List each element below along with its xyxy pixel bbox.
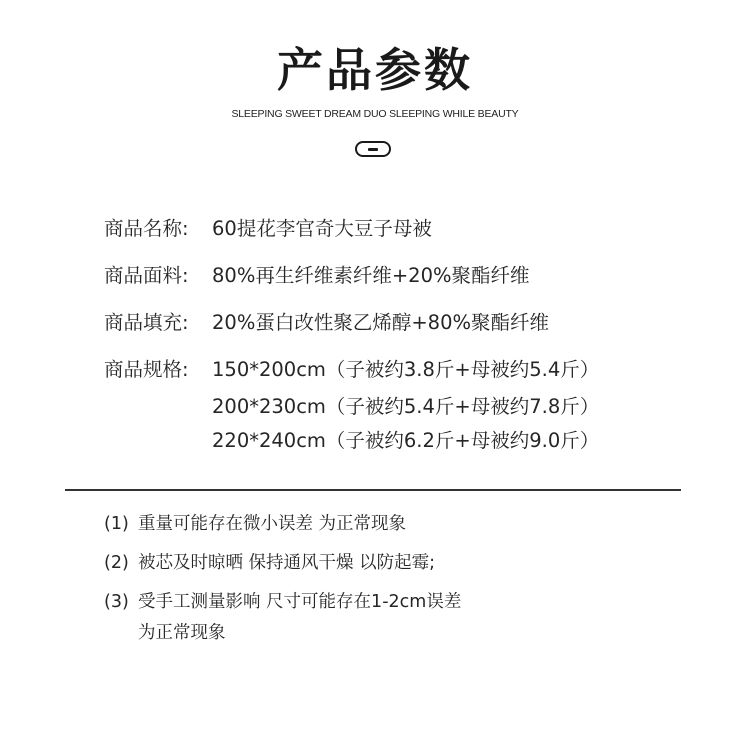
note-number: (2) xyxy=(104,553,129,573)
spec-label: 商品面料: xyxy=(104,264,189,287)
spec-row-filling xyxy=(104,309,549,337)
spec-value: 60提花李官奇大豆子母被 xyxy=(212,217,432,240)
note-text: 重量可能存在微小误差 为正常现象 xyxy=(138,514,407,534)
spec-row-fabric xyxy=(104,262,530,290)
note-item-3 xyxy=(104,589,461,615)
note-number: (1) xyxy=(104,514,129,534)
spec-value: 80%再生纤维素纤维+20%聚酯纤维 xyxy=(212,264,530,287)
spec-size-line-3: 220*240cm（子被约6.2斤+母被约9.0斤） xyxy=(212,429,600,452)
note-text: 受手工测量影响 尺寸可能存在1-2cm误差 xyxy=(138,592,462,612)
note-text: 被芯及时晾晒 保持通风干燥 以防起霉; xyxy=(138,553,436,573)
spec-row-size xyxy=(104,356,599,384)
spec-label: 商品规格: xyxy=(104,358,189,381)
note-item-1 xyxy=(104,511,406,537)
page-subtitle: SLEEPING SWEET DREAM DUO SLEEPING WHILE BEAUTY xyxy=(231,108,519,120)
spec-size-line-2: 200*230cm（子被约5.4斤+母被约7.8斤） xyxy=(212,395,600,418)
spec-value: 20%蛋白改性聚乙烯醇+80%聚酯纤维 xyxy=(212,311,550,334)
spec-label: 商品名称: xyxy=(104,217,189,240)
spec-row-name xyxy=(104,215,432,243)
page-title: 产品参数 xyxy=(277,43,473,97)
note-item-2 xyxy=(104,550,435,576)
pill-icon xyxy=(355,141,391,157)
note-item-3-continuation: 为正常现象 xyxy=(138,623,226,643)
note-number: (3) xyxy=(104,592,129,612)
pill-bar xyxy=(368,148,378,151)
section-divider xyxy=(65,489,681,491)
spec-value: 150*200cm（子被约3.8斤+母被约5.4斤） xyxy=(212,358,600,381)
spec-label: 商品填充: xyxy=(104,311,189,334)
